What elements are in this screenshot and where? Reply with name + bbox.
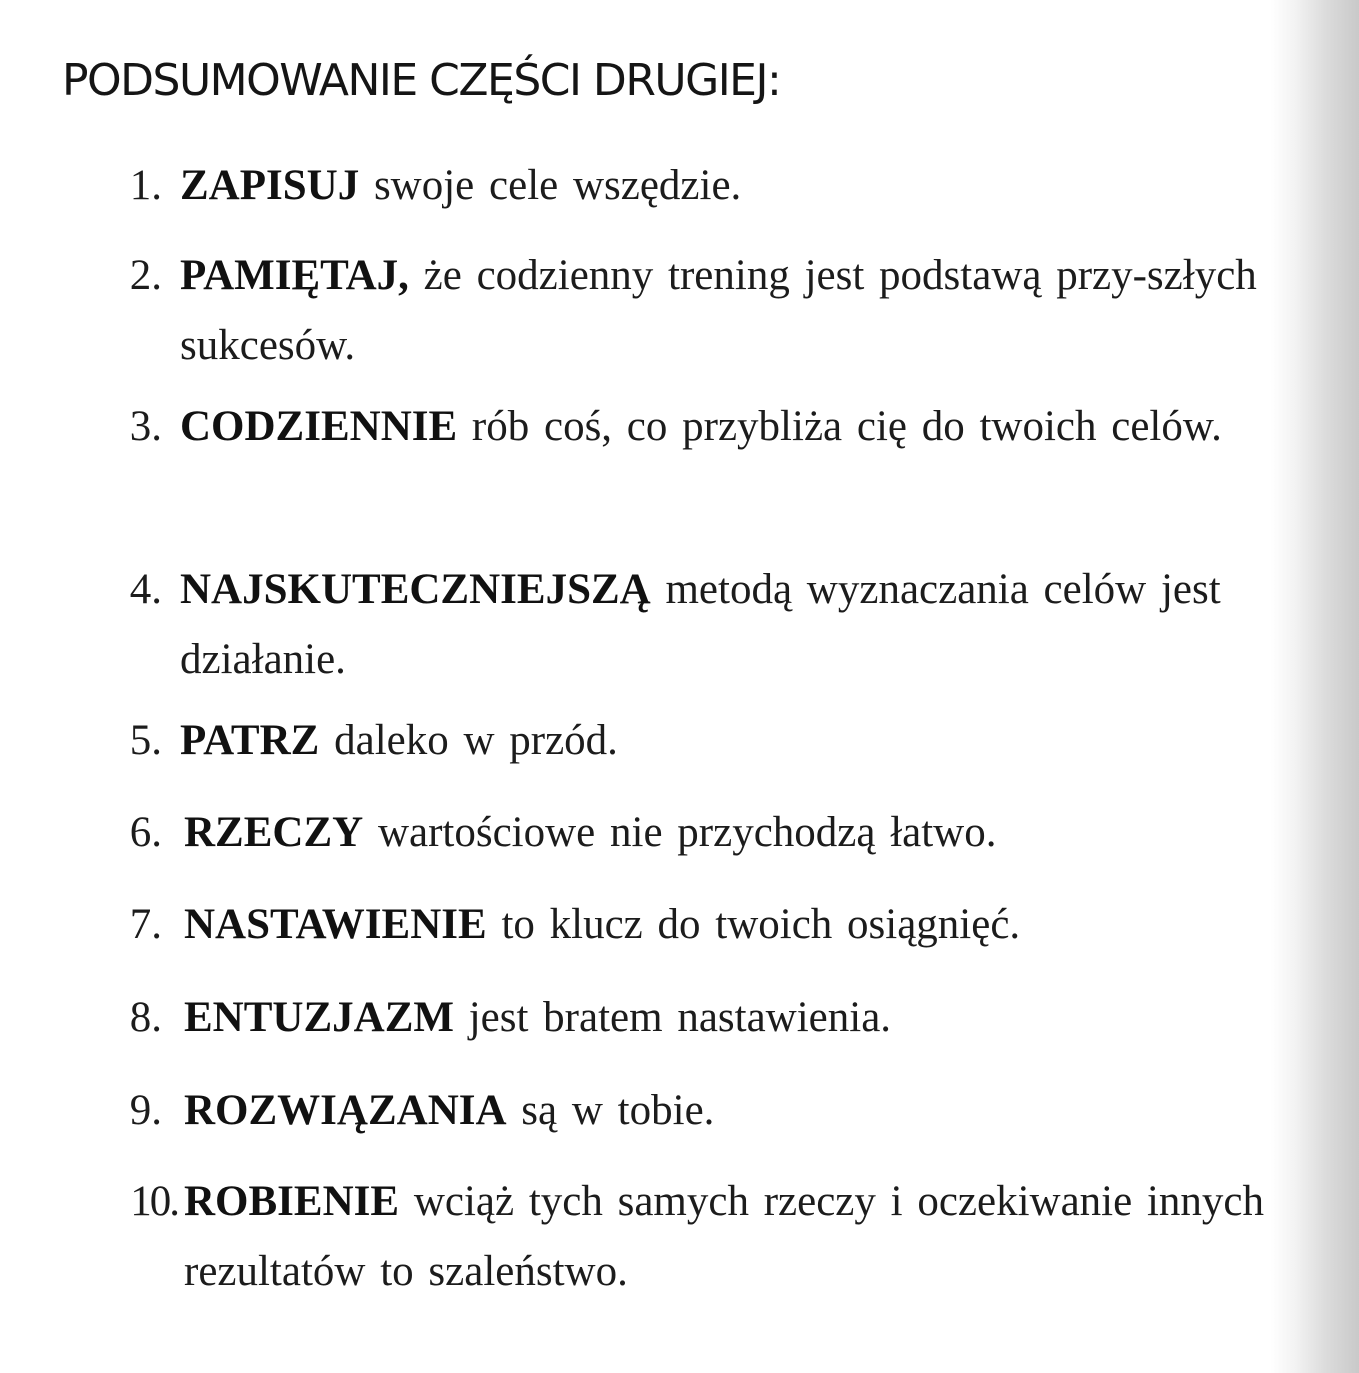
item-keyword: ENTUZJAZM (184, 994, 454, 1041)
item-body: daleko w przód. (319, 717, 618, 764)
item-body: to klucz do twoich osiągnięć. (486, 901, 1021, 948)
item-text (184, 890, 1264, 960)
item-body: wciąż tych samych rzeczy i oczekiwanie innych rezultatów to szaleństwo. (184, 1178, 1264, 1295)
item-number: 8. (129, 994, 162, 1041)
item-text (180, 392, 1260, 462)
item-keyword: ROZWIĄZANIA (184, 1087, 507, 1134)
item-text (180, 151, 1260, 221)
item-keyword: PATRZ (180, 717, 320, 764)
item-text (180, 241, 1260, 381)
item-body: jest bratem nastawienia. (453, 994, 892, 1041)
item-keyword: ROBIENIE (184, 1178, 400, 1225)
item-number: 6. (129, 809, 162, 856)
item-text (184, 798, 1264, 868)
item-number: 5. (129, 717, 162, 764)
item-text (184, 983, 1264, 1053)
item-text (180, 555, 1260, 695)
item-body: wartościowe nie przychodzą łatwo. (363, 809, 997, 856)
item-keyword: NASTAWIENIE (184, 901, 487, 948)
item-number: 4. (129, 566, 162, 613)
item-number: 1. (129, 162, 162, 209)
item-keyword: RZECZY (184, 809, 364, 856)
item-number: 9. (129, 1087, 162, 1134)
item-text (184, 1167, 1264, 1307)
item-keyword: ZAPISUJ (180, 162, 360, 209)
item-text (180, 706, 1260, 776)
item-keyword: PAMIĘTAJ, (180, 252, 409, 299)
item-body: są w tobie. (506, 1087, 715, 1134)
item-number: 10. (130, 1178, 178, 1225)
item-body: metodą wyznaczania celów jest działanie. (180, 566, 1221, 683)
item-number: 2. (129, 252, 162, 299)
item-keyword: CODZIENNIE (180, 403, 458, 450)
item-text (184, 1076, 1264, 1146)
page-title: PODSUMOWANIE CZĘŚCI DRUGIEJ: (62, 55, 781, 106)
item-keyword: NAJSKUTECZNIEJSZĄ (180, 566, 651, 613)
item-body: rób coś, co przybliża cię do twoich celów. (457, 403, 1222, 450)
item-body: że codzienny trening jest podstawą przy-szłych sukcesów. (180, 252, 1257, 369)
item-body: swoje cele wszędzie. (359, 162, 742, 209)
item-number: 3. (129, 403, 162, 450)
item-number: 7. (129, 901, 162, 948)
